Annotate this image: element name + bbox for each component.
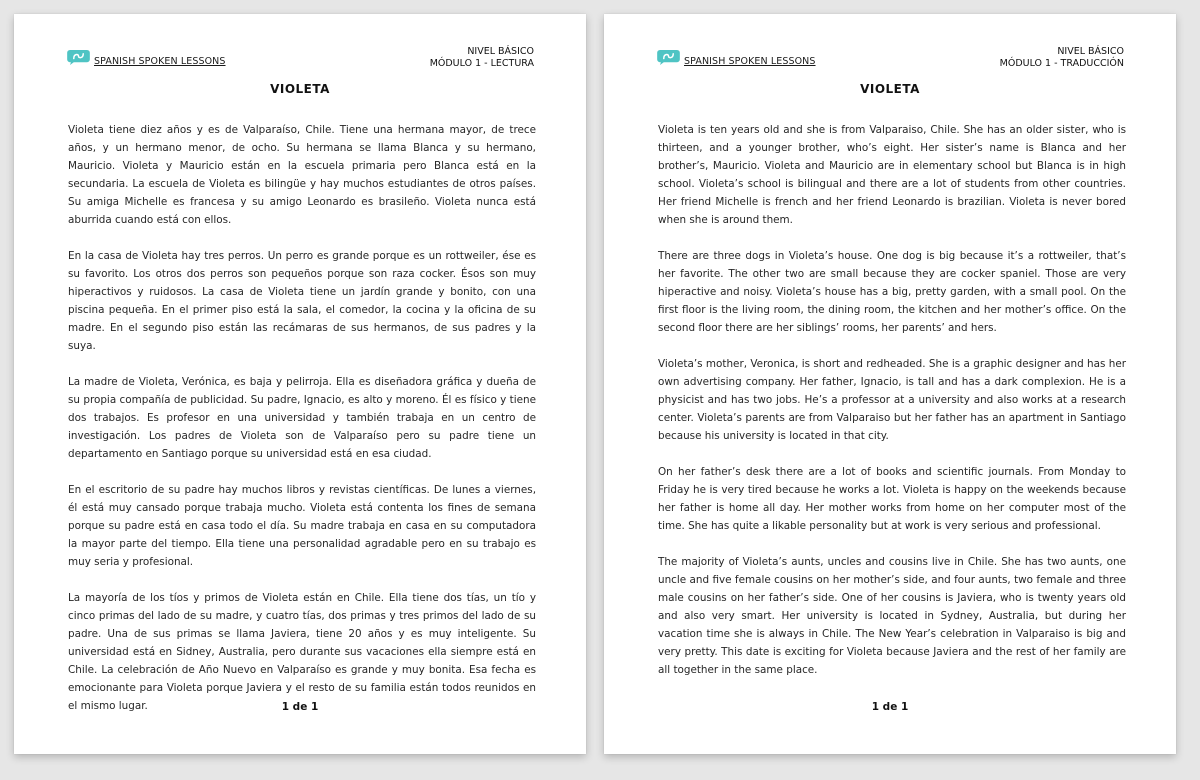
page-header <box>66 46 534 86</box>
level-label: NIVEL BÁSICO <box>467 46 534 57</box>
paragraph: Violeta’s mother, Veronica, is short and redheaded. She is a graphic designer and has her own advertising company. Her father, Ignacio, is tall and has a dark complexion. He is a physicist and has two jobs. He’s a professor at a university and also works at a research center. Violeta’s parents are from Valparaiso but her father has an apartment in Santiago because his university is located in that city. <box>658 358 1126 442</box>
document-page-traduccion <box>604 14 1176 754</box>
lesson-level-info <box>430 46 534 70</box>
module-label: MÓDULO 1 - LECTURA <box>429 58 534 69</box>
brand-name[interactable]: SPANISH SPOKEN LESSONS <box>94 56 226 67</box>
paragraph: En el escritorio de su padre hay muchos libros y revistas científicas. De lunes a viernes, él está muy cansado porque trabaja mucho. Violeta está contenta los fines de semana porque su padre está en casa todo el día. Su madre trabaja en casa en su computadora la mayor parte del tiempo. Ella tiene una personalidad agradable pero en su trabajo es muy seria y profesional. <box>68 484 536 568</box>
page-header <box>656 46 1124 86</box>
paragraph: En la casa de Violeta hay tres perros. Un perro es grande porque es un rottweiler, ése es su favorito. Los otros dos perros son pequeños porque son raza cocker. Ésos son muy hiperactivos y ruidosos. La casa de Violeta tiene un jardín grande y bonito, con una piscina pequeña. En el primer piso está la sala, el comedor, la cocina y la oficina de su madre. En el segundo piso están las recámaras de sus hermanos, de sus padres y la suya. <box>68 250 536 352</box>
page-number: 1 de 1 <box>871 701 909 713</box>
speech-bubble-logo-icon <box>66 49 91 66</box>
paragraph: On her father’s desk there are a lot of books and scientific journals. From Monday to Friday he is very tired because he works a lot. Violeta is happy on the weekends because her father is home all day. Her mother works from home on her computer most of the time. She has quite a likable personality but at work is very serious and professional. <box>658 466 1126 532</box>
level-label: NIVEL BÁSICO <box>1057 46 1124 57</box>
paragraph: Violeta is ten years old and she is from Valparaiso, Chile. She has an older sister, who is thirteen, and a younger brother, who’s eight. Her sister’s name is Blanca and her brother’s, Mauricio. Violeta and Mauricio are in elementary school but Blanca is in high school. Violeta’s school is bilingual and there are a lot of students from other countries. Her friend Michelle is french and her friend Leonardo is brazilian. Violeta is never bored when she is around them. <box>658 124 1126 226</box>
page-title: VIOLETA <box>860 82 920 96</box>
paragraph: La madre de Violeta, Verónica, es baja y pelirroja. Ella es diseñadora gráfica y dueña de su propia compañía de publicidad. Su padre, Ignacio, es alto y moreno. Él es físico y tiene dos trabajos. Es profesor en una universidad y también trabaja en un centro de investigación. Los padres de Violeta son de Valparaíso pero su padre tiene un departamento en Santiago porque su universidad está en esa ciudad. <box>68 376 536 460</box>
module-label: MÓDULO 1 - TRADUCCIÓN <box>999 58 1124 69</box>
page-number: 1 de 1 <box>281 701 319 713</box>
paragraph: The majority of Violeta’s aunts, uncles and cousins live in Chile. She has two aunts, one uncle and five female cousins on her mother’s side, and four aunts, two female and three male cousins on her father’s side. One of her cousins is Javiera, who is twenty years old and also very smart. Her university is located in Sydney, Australia, but during her vacation time she is always in Chile. The New Year’s celebration in Valparaiso is big and very pretty. This date is exciting for Violeta because Javiera and the rest of her family are all together in the same place. <box>658 556 1126 676</box>
brand-logo[interactable] <box>656 46 816 67</box>
paragraph: La mayoría de los tíos y primos de Violeta están en Chile. Ella tiene dos tías, un tío y cinco primas del lado de su madre, y cuatro tías, dos primas y tres primos del lado de su padre. Una de sus primas se llama Javiera, tiene 20 años y es muy inteligente. Su universidad está en Sidney, Australia, pero durante sus vacaciones ella siempre está en Chile. La celebración de Año Nuevo en Valparaíso es grande y muy bonita. Esa fecha es emocionante para Violeta porque Javiera y el resto de su familia están todos reunidos en el mismo lugar. <box>68 592 536 712</box>
page-title: VIOLETA <box>270 82 330 96</box>
brand-logo[interactable] <box>66 46 226 67</box>
speech-bubble-logo-icon <box>656 49 681 66</box>
brand-name[interactable]: SPANISH SPOKEN LESSONS <box>684 56 816 67</box>
paragraph: Violeta tiene diez años y es de Valparaíso, Chile. Tiene una hermana mayor, de trece años, y un hermano menor, de ocho. Su hermana se llama Blanca y su hermano, Mauricio. Violeta y Mauricio están en la escuela primaria pero Blanca está en la secundaria. La escuela de Violeta es bilingüe y hay muchos estudiantes de otros países. Su amiga Michelle es francesa y su amigo Leonardo es brasileño. Violeta nunca está aburrida cuando está con ellos. <box>68 124 536 226</box>
document-page-lectura <box>14 14 586 754</box>
lesson-level-info <box>1000 46 1124 70</box>
translation-text <box>658 121 1126 697</box>
reading-text <box>68 121 536 733</box>
paragraph: There are three dogs in Violeta’s house. One dog is big because it’s a rottweiler, that’s her favorite. The other two are small because they are cocker spaniel. Those are very hiperactive and noisy. Violeta’s house has a big, pretty garden, with a small pool. On the first floor is the living room, the dining room, the kitchen and her mother’s office. On the second floor there are her siblings’ rooms, her parents’ and hers. <box>658 250 1126 334</box>
